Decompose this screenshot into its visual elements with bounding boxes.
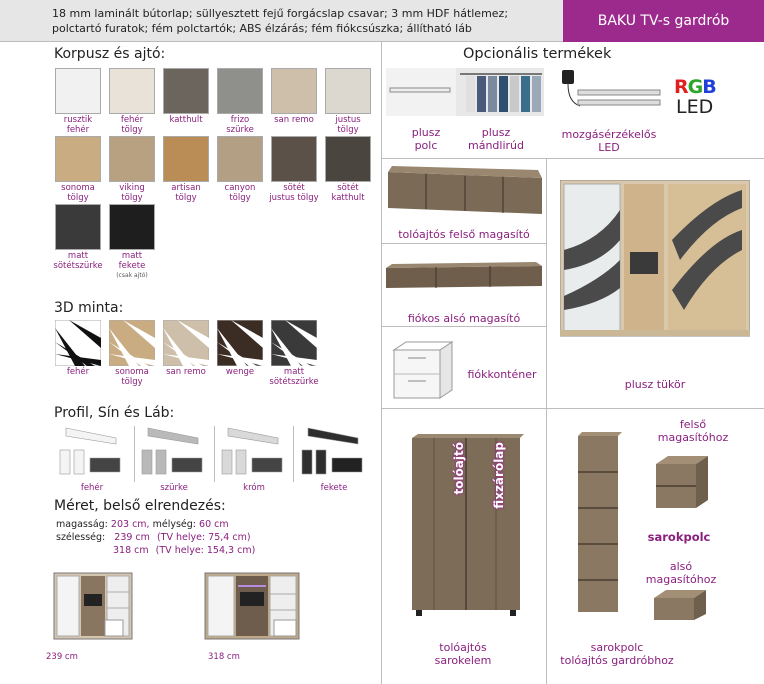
profil-title: Profil, Sín és Láb: [54, 405, 175, 421]
plusz-polc-label: plusz polc [411, 126, 441, 152]
fiokkontener-label: fiókkonténer [467, 368, 537, 381]
shelf-rod-image [386, 68, 544, 116]
header-description: 18 mm laminált bútorlap; süllyesztett fejű forgácslap csavar; 3 mm HDF hátlemez; polctartó furatok; fém polctartók; ABS élzárás; fém fiókcsúszka; állítható láb [52, 7, 509, 35]
korpusz-swatch-label: katthult [169, 115, 203, 125]
minta-swatch [217, 320, 263, 366]
fixzarolap-tag: fixzárólap [492, 442, 506, 509]
sarokpolc-bottom-label: sarokpolc tolóajtós gardróbhoz [560, 641, 674, 667]
korpusz-swatch-label: artisan tölgy [171, 183, 201, 203]
korpusz-swatch-label: viking tölgy [119, 183, 145, 203]
korpusz-swatch [271, 68, 317, 114]
wardrobe-239-figure [53, 572, 133, 642]
row-divider [381, 158, 764, 159]
fig-239-label: 239 cm [46, 652, 78, 662]
korpusz-swatch [163, 68, 209, 114]
minta-swatch-label: fehér [66, 367, 90, 377]
korpusz-swatch [109, 136, 155, 182]
toloajto-tag: tolóajtó [452, 442, 466, 495]
minta-swatch-label: wenge [225, 367, 255, 377]
minta-swatch [109, 320, 155, 366]
corner-element-image [412, 434, 524, 618]
korpusz-swatch [55, 136, 101, 182]
profil-label: szürke [160, 483, 188, 493]
szelesseg-row-1: szélesség: 239 cm (TV helye: 75,4 cm) [56, 532, 251, 543]
drawer-base-image [386, 262, 542, 292]
profil-label: króm [243, 483, 265, 493]
plusz-tukor-label: plusz tükör [624, 378, 686, 391]
meret-title: Méret, belső elrendezés: [54, 498, 226, 514]
korpusz-swatch [217, 136, 263, 182]
minta-swatch [163, 320, 209, 366]
minta-title: 3D minta: [54, 300, 124, 316]
profil-swatch [218, 424, 290, 480]
korpusz-swatch-label: sötét justus tölgy [269, 183, 319, 203]
korpusz-swatch [55, 68, 101, 114]
optional-title: Opcionális termékek [463, 46, 612, 62]
korpusz-swatch [109, 204, 155, 250]
minta-swatch [271, 320, 317, 366]
top-extension-image [388, 166, 542, 218]
korpusz-title: Korpusz és ajtó: [54, 46, 166, 62]
profil-label: fekete [320, 483, 348, 493]
header-bar [0, 0, 764, 42]
felso-magasito-label: tolóajtós felső magasító [398, 228, 530, 241]
mirror-wardrobe-image [560, 180, 750, 338]
fig-318-label: 318 cm [208, 652, 240, 662]
rgb-logo: RGB [674, 76, 716, 98]
korpusz-swatch-label: sötét katthult [331, 183, 365, 203]
profil-swatch [138, 424, 210, 480]
fiokos-magasito-label: fiókos alsó magasító [407, 312, 521, 325]
sarokpolc-heading: sarokpolc [647, 530, 711, 544]
bottom-corner-shelf-image [650, 588, 710, 624]
korpusz-swatch-label: rusztik fehér [63, 115, 93, 135]
minta-swatch-label: sonoma tölgy [115, 367, 149, 387]
korpusz-swatch-label: matt fekete (csak ajtó) [116, 251, 148, 279]
profil-label: fehér [80, 483, 104, 493]
led-label: LED [676, 96, 714, 118]
minta-swatch-label: matt sötétszürke [269, 367, 319, 387]
row-divider-4 [381, 326, 546, 327]
korpusz-swatch-label: justus tölgy [335, 115, 361, 135]
korpusz-swatch [271, 136, 317, 182]
szelesseg-row-2: 318 cm (TV helye: 154,3 cm) [113, 545, 256, 556]
korpusz-swatch-label: matt sötétszürke [53, 251, 103, 271]
plusz-mandlirud-label: plusz mándlirúd [468, 126, 524, 152]
korpusz-swatch-label: fehér tölgy [120, 115, 144, 135]
korpusz-swatch-label: san remo [274, 115, 314, 125]
column-divider-2 [546, 158, 547, 684]
korpusz-swatch-label: sonoma tölgy [61, 183, 95, 203]
korpusz-swatch [325, 68, 371, 114]
magassag-row: magasság: 203 cm, mélység: 60 cm [56, 519, 229, 530]
korpusz-swatch [55, 204, 101, 250]
minta-swatch-label: san remo [166, 367, 206, 377]
profil-swatch [56, 424, 128, 480]
korpusz-swatch [109, 68, 155, 114]
korpusz-swatch [163, 136, 209, 182]
korpusz-swatch-label: frizo szürke [226, 115, 254, 135]
sarokelem-label: tolóajtós sarokelem [434, 641, 492, 667]
motion-led-image [556, 68, 666, 114]
corner-shelf-image [574, 432, 624, 618]
motion-led-label: mozgásérzékelős LED [561, 128, 657, 154]
felso-magasitohoz-label: felső magasítóhoz [657, 418, 729, 444]
row-divider-2 [381, 408, 764, 409]
drawer-container-image [390, 336, 456, 402]
wardrobe-318-figure [204, 572, 300, 642]
product-title: BAKU TV-s gardrób [563, 0, 764, 42]
also-magasitohoz-label: alsó magasítóhoz [645, 560, 717, 586]
minta-swatch [55, 320, 101, 366]
korpusz-swatch [217, 68, 263, 114]
column-divider [381, 42, 382, 684]
row-divider-3 [381, 243, 546, 244]
top-corner-shelf-image [652, 450, 712, 512]
profil-swatch [298, 424, 370, 480]
korpusz-swatch [325, 136, 371, 182]
korpusz-swatch-label: canyon tölgy [224, 183, 256, 203]
